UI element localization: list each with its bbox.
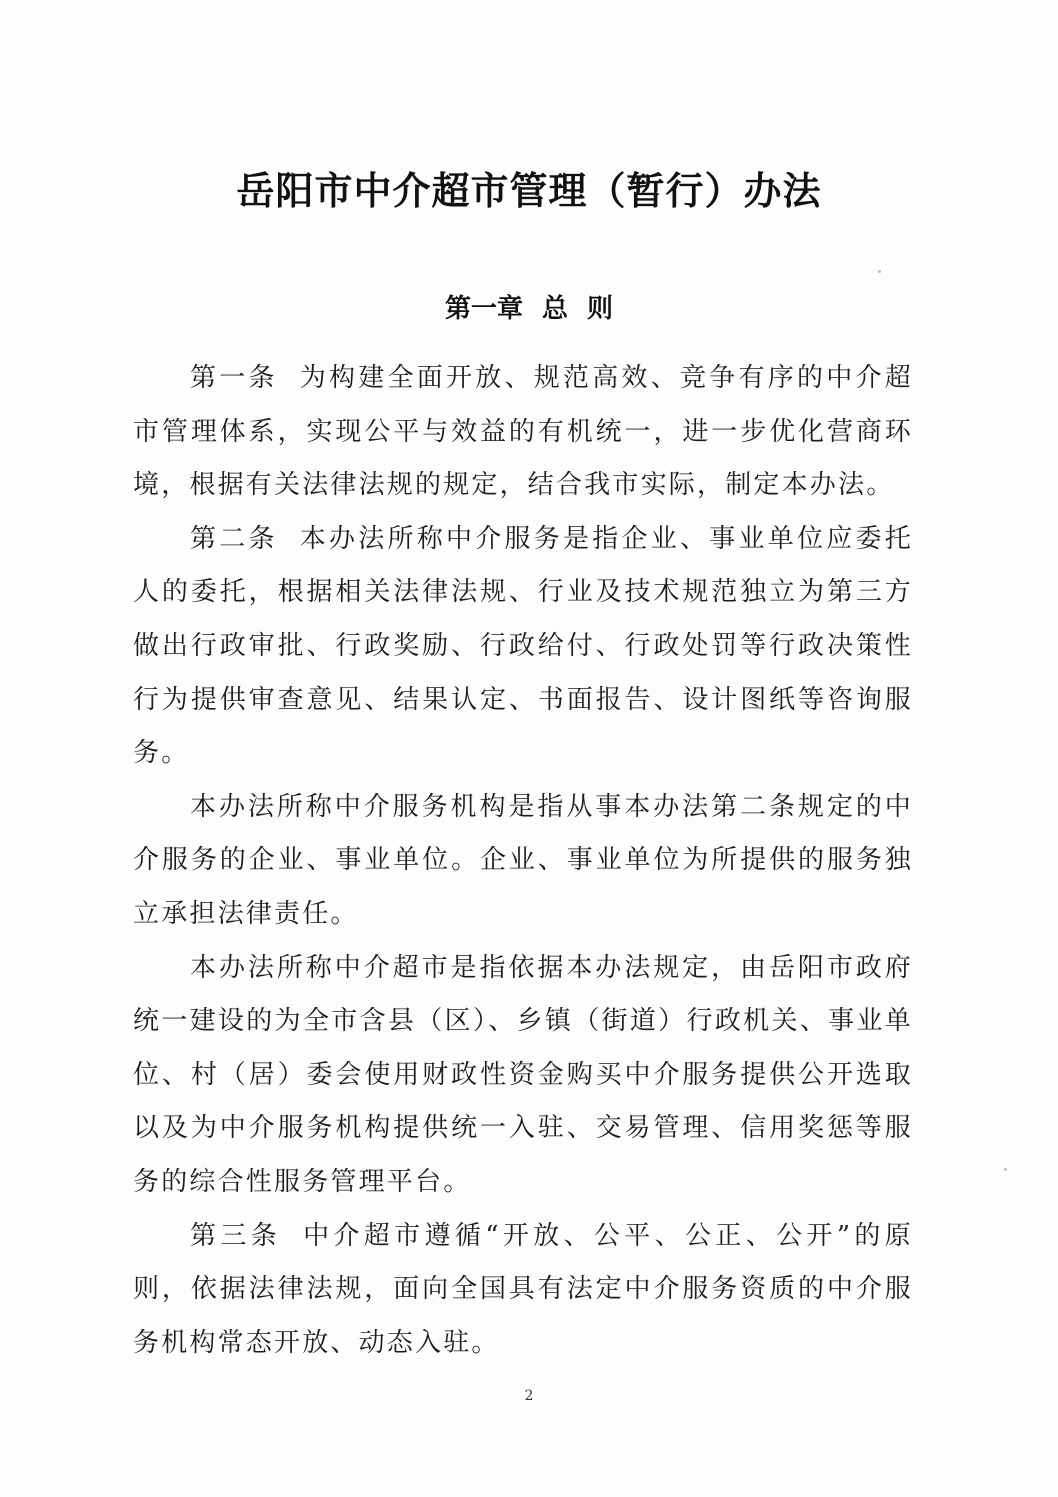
article-number: 第三条 [190,1220,282,1251]
scan-speck [1004,1168,1007,1171]
paragraph-text: 中介超市遵循“开放、公平、公正、公开”的原则，依据法律法规，面向全国具有法定中介服务资质的中介服务机构常态开放、动态入驻。 [133,1220,913,1358]
paragraph [133,781,913,942]
scan-speck [878,270,881,273]
article-paragraph [133,513,913,781]
article-number: 第二条 [190,523,278,554]
article-paragraph [133,1210,913,1371]
paragraph [133,942,913,1210]
page-number: 2 [524,1388,534,1404]
paragraph-text: 为构建全面开放、规范高效、竞争有序的中介超市管理体系，实现公平与效益的有机统一，进一步优化营商环境，根据有关法律法规的规定，结合我市实际，制定本办法。 [133,363,913,501]
chapter-heading: 第一章 总 则 [444,294,614,324]
article-paragraph [133,352,913,513]
paragraph-text: 本办法所称中介服务机构是指从事本办法第二条规定的中介服务的企业、事业单位。企业、事业单位为所提供的服务独立承担法律责任。 [133,791,913,929]
article-number: 第一条 [190,363,278,393]
paragraph-text: 本办法所称中介服务是指企业、事业单位应委托人的委托，根据相关法律法规、行业及技术规范独立为第三方做出行政审批、行政奖励、行政给付、行政处罚等行政决策性行为提供审查意见、结果认定、书面报告、设计图纸等咨询服务。 [133,523,913,769]
paragraph-text: 本办法所称中介超市是指依据本办法规定，由岳阳市政府统一建设的为全市含县（区）、乡镇（街道）行政机关、事业单位、村（居）委会使用财政性资金购买中介服务提供公开选取以及为中介服务机构提供统一入驻、交易管理、信用奖惩等服务的综合性服务管理平台。 [133,952,913,1197]
document-body [133,352,913,1370]
document-title: 岳阳市中介超市管理（暂行）办法 [236,169,822,213]
